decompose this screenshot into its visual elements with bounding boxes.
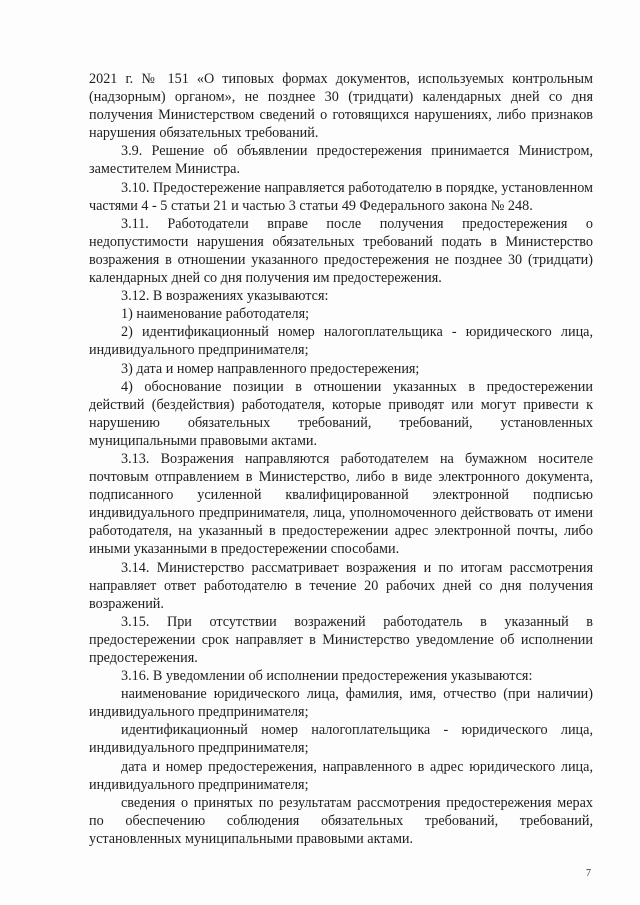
paragraph-3-14: 3.14. Министерство рассматривает возражения и по итогам рассмотрения направляет ответ работодателю в течение 20 рабочих дней со дня получения возражений. [89, 559, 593, 612]
notice-item-date-number: дата и номер предостережения, направленного в адрес юридического лица, индивидуального предпринимателя; [89, 758, 593, 793]
paragraph-3-12: 3.12. В возражениях указываются: [121, 288, 329, 305]
list-item-2: 2) идентификационный номер налогоплательщика - юридического лица, индивидуального предпринимателя; [89, 324, 593, 359]
document-body [89, 70, 593, 848]
paragraph-3-15: 3.15. При отсутствии возражений работодатель в указанный в предостережении срок направляет в Министерство уведомление об исполнении предостережения. [89, 613, 593, 666]
list-item-3: 3) дата и номер направленного предостережения; [121, 360, 420, 377]
paragraph-3-10: 3.10. Предостережение направляется работодателю в порядке, установленном частями 4 - 5 статьи 21 и частью 3 статьи 49 Федерального закона № 248. [89, 179, 593, 214]
paragraph-3-9: 3.9. Решение об объявлении предостережения принимается Министром, заместителем Министра. [89, 143, 593, 178]
list-item-1: 1) наименование работодателя; [121, 306, 310, 323]
notice-item-inn: идентификационный номер налогоплательщика - юридического лица, индивидуального предпринимателя; [89, 722, 593, 757]
page-number: 7 [586, 868, 591, 879]
paragraph-3-11: 3.11. Работодатели вправе после получения предостережения о недопустимости нарушения обязательных требований подать в Министерство возражения в отношении указанного предостережения не позднее 30 (тридцати) календарных дней со дня получения им предостережения. [89, 215, 593, 287]
paragraph-continuation: 2021 г. № 151 «О типовых формах документов, используемых контрольным (надзорным) органом», не позднее 30 (тридцати) календарных дней со дня получения Министерством сведений о готовящихся нарушениях, либо признаков нарушения обязательных требований. [89, 71, 593, 142]
paragraph-3-16: 3.16. В уведомлении об исполнении предостережения указываются: [121, 668, 533, 685]
list-item-4: 4) обоснование позиции в отношении указанных в предостережении действий (бездействия) работодателя, которые приводят или могут привести к нарушению обязательных требований, требований, установленных муниципальными правовыми актами. [89, 378, 593, 449]
notice-item-measures: сведения о принятых по результатам рассмотрения предостережения мерах по обеспечению соблюдения обязательных требований, требований, установленных муниципальными правовыми актами. [89, 794, 593, 847]
notice-item-name: наименование юридического лица, фамилия, имя, отчество (при наличии) индивидуального предпринимателя; [89, 686, 593, 721]
paragraph-3-13: 3.13. Возражения направляются работодателем на бумажном носителе почтовым отправлением в Министерство, либо в виде электронного документа, подписанного усиленной квалифицированной электронной подписью индивидуального предпринимателя, лица, уполномоченного действовать от имени работодателя, на указанный в предостережении адрес электронной почты, либо иными указанными в предостережении способами. [89, 450, 593, 558]
